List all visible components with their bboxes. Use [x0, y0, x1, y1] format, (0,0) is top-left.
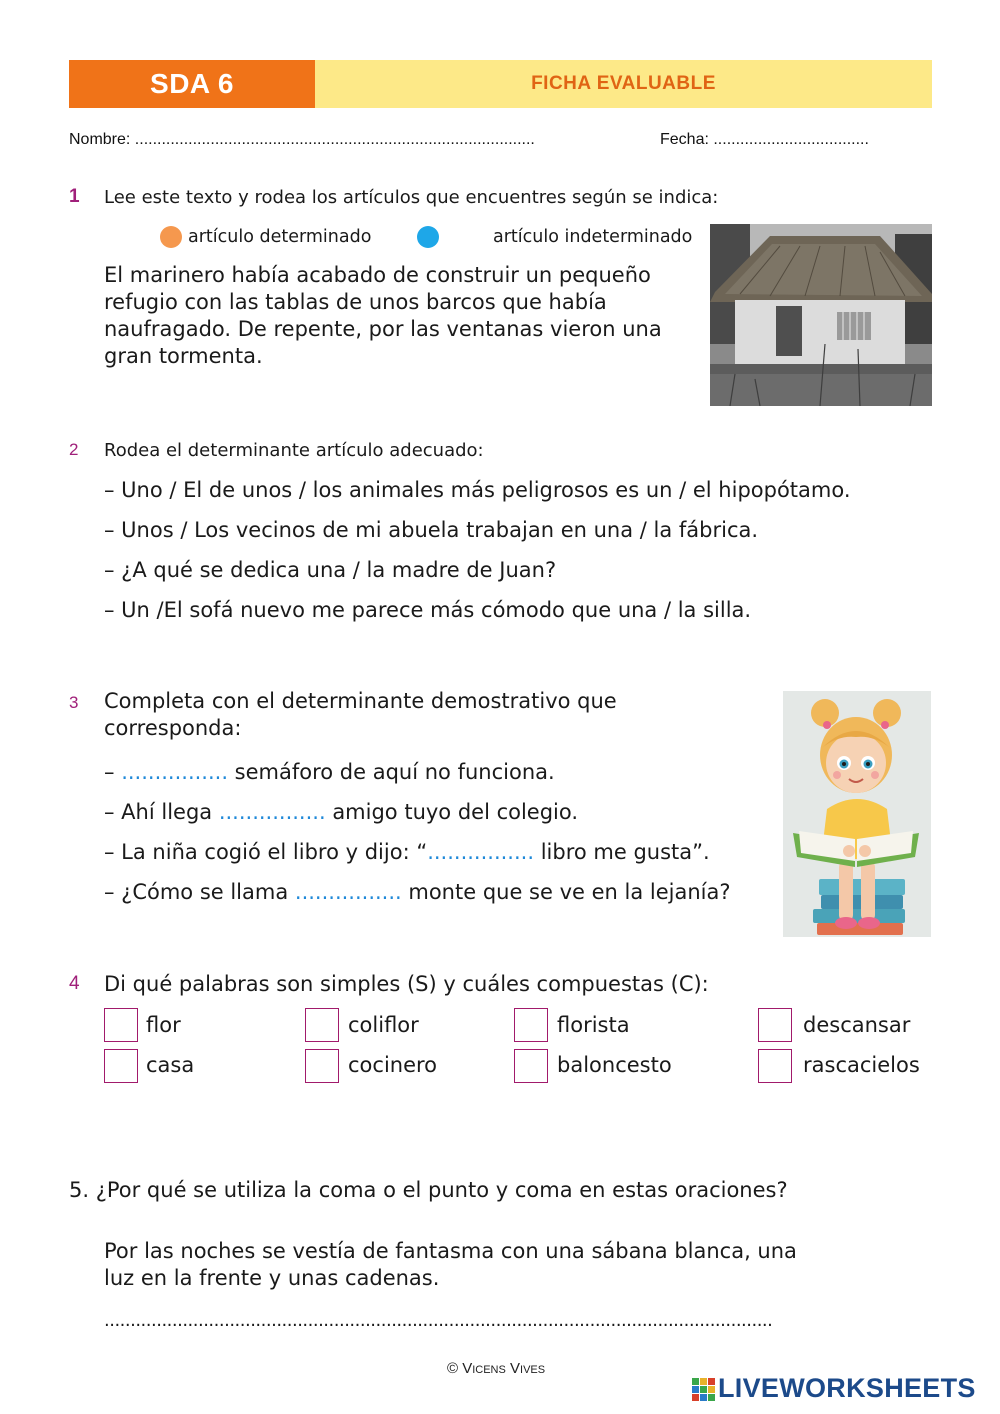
- q2-line[interactable]: – Unos / Los vecinos de mi abuela trabajan en una / la fábrica.: [104, 518, 759, 542]
- q3-item-pre: – Ahí llega: [104, 800, 219, 824]
- q1-text-line[interactable]: naufragado. De repente, por las ventanas vieron una: [104, 317, 662, 341]
- q2-number: 2: [69, 440, 79, 459]
- liveworksheets-brand[interactable]: LIVEWORKSHEETS: [718, 1373, 976, 1403]
- name-field-label: Nombre: ..........................................................................................: [69, 131, 535, 148]
- word-label: descansar: [803, 1013, 911, 1037]
- answer-box-flor[interactable]: [104, 1008, 138, 1042]
- q2-instruction: Rodea el determinante artículo adecuado:: [104, 440, 484, 461]
- legend-determinado: artículo determinado: [188, 227, 372, 247]
- q5-text: [104, 1238, 797, 1292]
- q3-item-post: amigo tuyo del colegio.: [325, 800, 579, 824]
- date-field-label: Fecha: ...................................: [660, 131, 869, 148]
- q3-item-post: libro me gusta”.: [534, 840, 710, 864]
- q5-text-line: Por las noches se vestía de fantasma con una sábana blanca, una: [104, 1239, 797, 1263]
- answer-box-cocinero[interactable]: [305, 1049, 339, 1083]
- q3-item-post: semáforo de aquí no funciona.: [228, 760, 555, 784]
- q2-line[interactable]: – Uno / El de unos / los animales más peligrosos es un / el hipopótamo.: [104, 478, 851, 502]
- header-ficha-label: FICHA EVALUABLE: [315, 60, 932, 108]
- q3-item: [104, 880, 731, 904]
- word-label: coliflor: [348, 1013, 419, 1037]
- q3-item: [104, 840, 710, 864]
- q2-line[interactable]: – ¿A qué se dedica una / la madre de Juan?: [104, 558, 557, 582]
- q3-blank-input[interactable]: ................: [294, 880, 402, 904]
- q3-blank-input[interactable]: ................: [121, 760, 228, 784]
- answer-box-coliflor[interactable]: [305, 1008, 339, 1042]
- hut-photo: [710, 224, 932, 406]
- q3-blank-input[interactable]: ................: [218, 800, 326, 824]
- q4-number: 4: [69, 973, 80, 994]
- liveworksheets-logo-icon: [692, 1378, 716, 1402]
- answer-box-descansar[interactable]: [758, 1008, 792, 1042]
- word-label: cocinero: [348, 1053, 438, 1077]
- q3-instruction: [104, 688, 617, 742]
- q1-text-line[interactable]: El marinero había acabado de construir un pequeño: [104, 263, 651, 287]
- q1-text: [104, 262, 704, 370]
- q3-number: 3: [69, 693, 79, 712]
- word-label: rascacielos: [803, 1053, 920, 1077]
- orange-dot-icon: [160, 226, 182, 248]
- q1-instruction: Lee este texto y rodea los artículos que encuentres según se indica:: [104, 187, 719, 208]
- legend-indeterminado: artículo indeterminado: [493, 227, 693, 247]
- q1-text-line[interactable]: refugio con las tablas de unos barcos que había: [104, 290, 607, 314]
- word-label: baloncesto: [557, 1053, 672, 1077]
- answer-box-rascacielos[interactable]: [758, 1049, 792, 1083]
- q3-item-post: monte que se ve en la lejanía?: [401, 880, 731, 904]
- copyright-label: © Vicens Vives: [447, 1360, 546, 1377]
- q3-item-pre: – ¿Cómo se llama: [104, 880, 295, 904]
- q5-text-line: luz en la frente y unas cadenas.: [104, 1266, 440, 1290]
- q3-instruction-line: Completa con el determinante demostrativo que: [104, 689, 617, 713]
- q3-item: [104, 760, 555, 784]
- q1-text-line[interactable]: gran tormenta.: [104, 344, 263, 368]
- q3-blank-input[interactable]: ................: [427, 840, 535, 864]
- q3-item: [104, 800, 578, 824]
- answer-box-baloncesto[interactable]: [514, 1049, 548, 1083]
- answer-box-casa[interactable]: [104, 1049, 138, 1083]
- q3-item-pre: – La niña cogió el libro y dijo: “: [104, 840, 428, 864]
- word-label: casa: [146, 1053, 195, 1077]
- word-label: flor: [146, 1013, 181, 1037]
- word-label: florista: [557, 1013, 630, 1037]
- q2-line[interactable]: – Un /El sofá nuevo me parece más cómodo que una / la silla.: [104, 598, 752, 622]
- q5-question: 5. ¿Por qué se utiliza la coma o el punto y coma en estas oraciones?: [69, 1178, 788, 1202]
- girl-reading-illustration: [783, 691, 931, 937]
- header-sda-label: SDA 6: [69, 60, 315, 108]
- q1-number: 1: [69, 186, 80, 207]
- answer-box-florista[interactable]: [514, 1008, 548, 1042]
- blue-dot-icon: [417, 226, 439, 248]
- q5-answer-input[interactable]: ................................................................................................................................: [104, 1310, 773, 1331]
- q4-instruction: Di qué palabras son simples (S) y cuáles compuestas (C):: [104, 972, 709, 996]
- q3-item-pre: –: [104, 760, 122, 784]
- q3-instruction-line: corresponda:: [104, 716, 242, 740]
